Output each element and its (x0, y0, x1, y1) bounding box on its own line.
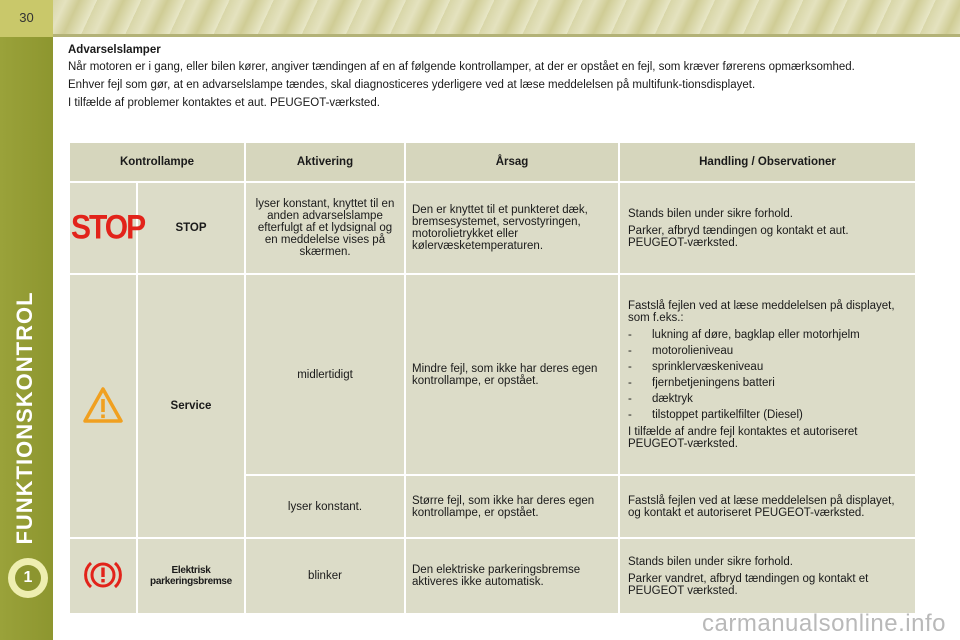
list-item: - fjernbetjeningens batteri (628, 376, 775, 389)
stop-handling-2: Parker, afbryd tændingen og kontakt et aut. PEUGEOT-værksted. (628, 224, 849, 249)
page-number-box (0, 0, 53, 37)
watermark: carmanualsonline.info (702, 610, 946, 637)
stop-handling-1: Stands bilen under sikre forhold. (628, 207, 793, 220)
parking-brake-handling-2: Parker vandret, afbryd tændingen og kontakt et PEUGEOT værksted. (628, 572, 869, 597)
stop-cause: Den er knyttet til et punkteret dæk, bremsesystemet, servostyringen, motorolietrykket eller kølervæsketemperaturen. (405, 182, 619, 274)
intro-paragraph-2: Enhver fejl som gør, at en advarselslampe tændes, skal diagnosticeres yderligere ved at læse meddelelsen på multifunk-tionsdisplayet. (68, 79, 756, 91)
stop-icon-cell (69, 182, 145, 274)
parking-brake-activation: blinker (245, 538, 405, 614)
service-activation-1: midlertidigt (245, 274, 405, 475)
table-row-parking-brake (69, 538, 916, 614)
list-item: - tilstoppet partikelfilter (Diesel) (628, 408, 803, 421)
stop-handling (619, 182, 916, 274)
stop-name: STOP (137, 182, 245, 274)
page-number: 30 (19, 10, 34, 25)
service-handling-intro: Fastslå fejlen ved at læse meddelelsen på displayet, som f.eks.: (628, 299, 895, 324)
service-cause-1: Mindre fejl, som ikke har deres egen kontrollampe, er opstået. (405, 274, 619, 475)
service-name: Service (137, 274, 245, 538)
chapter-sidebar (0, 0, 53, 640)
parking-brake-handling-1: Stands bilen under sikre forhold. (628, 555, 793, 568)
table-header-row (69, 142, 916, 182)
service-activation-2: lyser konstant. (245, 475, 405, 538)
service-handling-outro: I tilfælde af andre fejl kontaktes et autoriseret PEUGEOT-værksted. (628, 425, 858, 450)
chapter-title: FUNKTIONSKONTROL (12, 291, 37, 545)
parking-brake-icon-cell (69, 538, 137, 614)
header-kontrollampe: Kontrollampe (69, 142, 245, 182)
header-handling: Handling / Observationer (619, 142, 916, 182)
intro-paragraph-3: I tilfælde af problemer kontaktes et aut. PEUGEOT-værksted. (68, 97, 380, 109)
warning-lamps-table (68, 141, 917, 615)
intro-paragraph-1: Når motoren er i gang, eller bilen kører, angiver tændingen af en af følgende kontrollamper, at der er opstået en fejl, som kræver førerens opmærksomhed. (68, 61, 855, 73)
stop-activation: lyser konstant, knyttet til en anden advarselslampe efterfulgt af et lydsignal og en meddelelse vises på skærmen. (245, 182, 405, 274)
parking-brake-icon (83, 558, 123, 592)
list-item: - lukning af døre, bagklap eller motorhjelm (628, 328, 860, 341)
parking-brake-cause: Den elektriske parkeringsbremse aktiveres ikke automatisk. (405, 538, 619, 614)
parking-brake-name (137, 538, 245, 614)
parking-brake-handling (619, 538, 916, 614)
table-row-stop (69, 182, 916, 274)
service-handling-list (628, 329, 907, 421)
chapter-badge (8, 558, 48, 598)
header-aktivering: Aktivering (245, 142, 405, 182)
header-arsag: Årsag (405, 142, 619, 182)
intro-text (68, 44, 914, 115)
warning-triangle-icon (83, 387, 123, 423)
warning-icon-cell (69, 274, 137, 538)
parking-brake-name-line2: parkeringsbremse (150, 576, 232, 587)
chapter-number: 1 (15, 565, 41, 591)
list-item: - sprinklervæskeniveau (628, 360, 764, 373)
header-band (53, 0, 960, 37)
parking-brake-name-line1: Elektrisk (171, 565, 211, 576)
service-handling-2: Fastslå fejlen ved at læse meddelelsen på displayet, og kontakt et autoriseret PEUGEOT-værksted. (619, 475, 916, 538)
service-handling-1 (619, 274, 916, 475)
section-heading: Advarselslamper (68, 44, 161, 56)
list-item: - dæktryk (628, 392, 693, 405)
stop-icon: STOP (71, 208, 145, 247)
list-item: - motorolieniveau (628, 344, 734, 357)
table-row-service-1 (69, 274, 916, 475)
service-cause-2: Større fejl, som ikke har deres egen kontrollampe, er opstået. (405, 475, 619, 538)
